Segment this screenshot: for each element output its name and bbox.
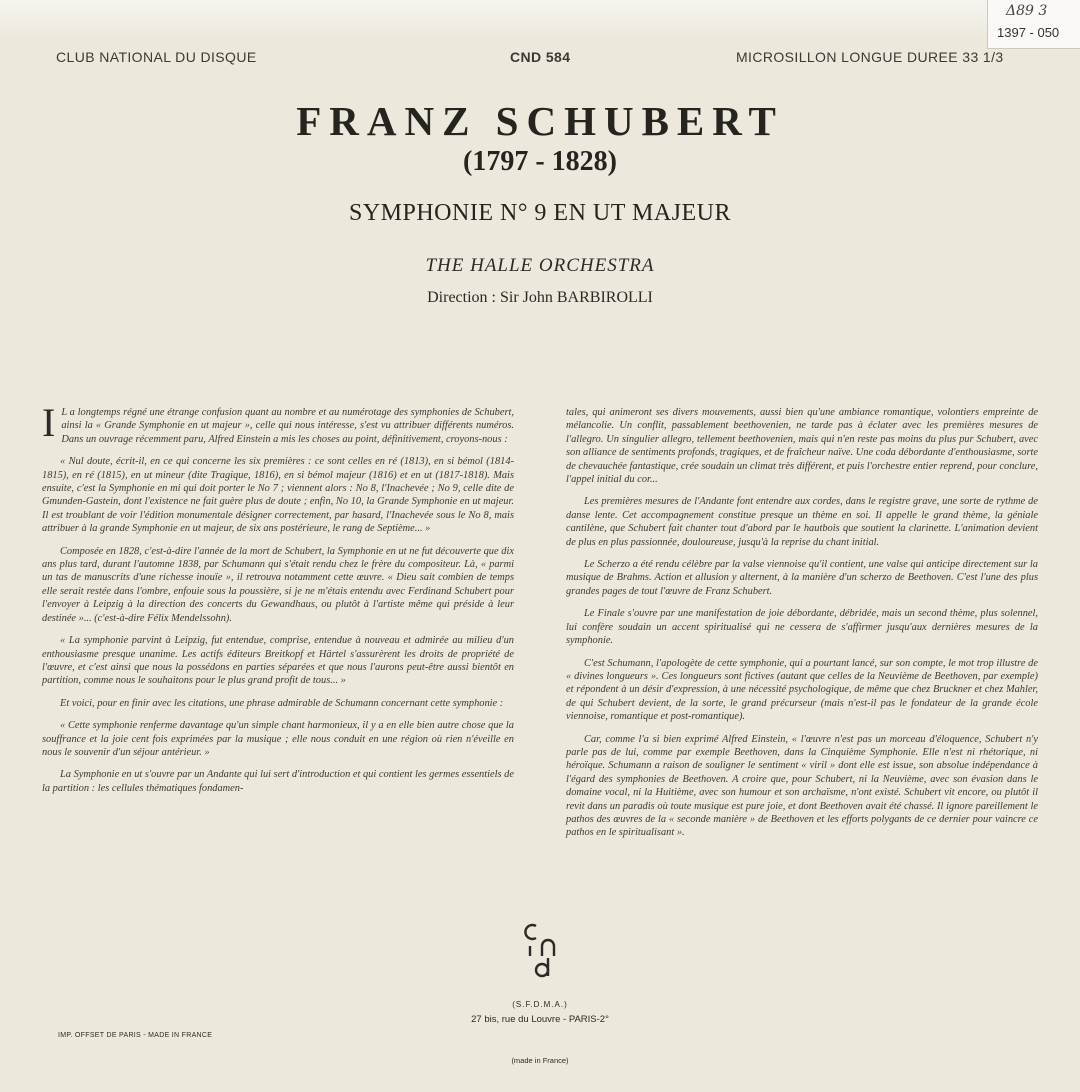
imprint: IMP. OFFSET DE PARIS - MADE IN FRANCE bbox=[58, 1032, 213, 1039]
paragraph: « Cette symphonie renferme davantage qu'un simple chant harmonieux, il y a en elle bien autre chose que la souffrance et la joie cent fois exprimées par la musique ; elle nous conduit en une région où rien n'éveille en nous le souvenir d'un séjour antérieur. » bbox=[42, 720, 514, 758]
catalog-number: 1397 - 050 bbox=[997, 25, 1060, 40]
paragraph: Le Finale s'ouvre par une manifestation de joie débordante, débridée, mais un second thème, plus solennel, lui confère soudain un accent spiritualisé qui ne cessera de s'affirmer jusqu'aux dernières mesures de la symphonie. bbox=[566, 608, 1038, 647]
paragraph: C'est Schumann, l'apologète de cette symphonie, qui a pourtant lancé, sur son compte, le mot trop illustre de « divines longueurs ». Ces longueurs sont fictives (autant que celles de la Neuvième de Beethoven, par exemple) et répondent à un désir d'expression, à une nécessité psychologique, de même que chez Bruckner et chez Mahler, de qui Schubert devient, de la sorte, le grand précurseur (mais n'est-il pas le fondateur de la grande école viennoise, romantique et post-romantique). bbox=[566, 657, 1038, 723]
sfdma-mark: (S.F.D.M.A.) bbox=[512, 1000, 568, 1009]
paragraph: « La symphonie parvint à Leipzig, fut entendue, comprise, entendue à nouveau et admirée au milieu d'un enthousiasme presque unanime. Les actifs éditeurs Breitkopf et Härtel s'assurèrent les droits de propriété de l'œuvre, et c'est ainsi que nous la possédons en parties séparées et que nous l'aurons peut-être aussi bientôt en partition, comme nous le souhaitons pour le plus grand profit de tous... » bbox=[42, 635, 514, 687]
catalog-sticker bbox=[987, 0, 1080, 49]
paragraph: Car, comme l'a si bien exprimé Alfred Einstein, « l'œuvre n'est pas un morceau d'éloquence, Schubert n'y parle pas de lui, comme par exemple Beethoven, dans la Cinquième Symphonie. Elle n'est ni rhétorique, ni héroïque. Schumann a raison de souligner le sentiment « viril » dont elle est issue, son absolue indépendance à l'égard des symphonies de Beethoven. A croire que, pour Schubert, ni la Neuvième, avec son évasion dans le domaine vocal, ni la Huitième, avec son humour et son archaïsme, n'ont existé. Schubert vit encore, ou plutôt il revit dans un paradis où toute musique est pure joie, et dont Beethoven avait été chassé. Il ignore pareillement le pathos des œuvres de la « seconde manière » de Beethoven et les efforts polygants de ce dernier pour vaincre ce pathos en le spiritualisant ». bbox=[566, 733, 1038, 839]
paragraph: « Nul doute, écrit-il, en ce qui concerne les six premières : ce sont celles en ré (1813), en si bémol (1814-1815), en ré (1815), en ut mineur (dite Tragique, 1816), en si bémol majeur (1816) et en ut (1817-1818). Mais ensuite, c'est la Symphonie en mi qui doit porter le No 7 ; viennent alors : No 8, l'Inachevée ; No 9, celle dite de Gmunden-Gastein, dont l'existence ne fait guère plus de doute ; enfin, No 10, la Grande Symphonie en ut majeur. Il est troublant de voir l'édition monumentale désigner correctement, par hasard, l'Inachevée sous le No 8, mais attribuer à la grande Symphonie en ut majeur, de six ans postérieure, le rang de Septième... » bbox=[42, 456, 514, 535]
record-number: CND 584 bbox=[510, 49, 571, 65]
liner-notes-right-column bbox=[566, 406, 1038, 849]
paragraph: Le Scherzo a été rendu célèbre par la valse viennoise qu'il contient, une valse qui anticipe directement sur la musique de Brahms. Action et allusion y alternent, à la manière d'un scherzo de Beethoven. C'est l'une des plus grandes pages de tout l'œuvre de Franz Schubert. bbox=[566, 559, 1038, 597]
composer-title: FRANZ SCHUBERT bbox=[296, 98, 784, 144]
paragraph: La Symphonie en ut s'ouvre par un Andante qui lui sert d'introduction et qui contient les germes essentiels de la partition : les cellules thématiques fondamen- bbox=[42, 769, 514, 794]
made-in-france: (made in France) bbox=[511, 1056, 569, 1065]
work-title: SYMPHONIE N° 9 EN UT MAJEUR bbox=[348, 200, 731, 226]
paragraph: Les premières mesures de l'Andante font entendre aux cordes, dans le registre grave, une sorte de rythme de danse lente. Cet accompagnement constitue presque un thème en soi. Il appelle le grand thème, la géniale cantilène, que Schubert fait chanter tout d'abord par le hautbois que soutient la clarinette. L'animation devient de plus en plus passionnée, douloureuse, jusqu'à la reprise du chant initial. bbox=[566, 496, 1038, 548]
record-format: MICROSILLON LONGUE DUREE 33 1/3 bbox=[736, 49, 1004, 65]
conductor-credit: Direction : Sir John BARBIROLLI bbox=[427, 289, 653, 306]
label-name: CLUB NATIONAL DU DISQUE bbox=[56, 49, 257, 65]
composer-dates: (1797 - 1828) bbox=[463, 146, 617, 177]
paragraph: Composée en 1828, c'est-à-dire l'année de la mort de Schubert, la Symphonie en ut ne fut découverte que dix ans plus tard, durant l'automne 1838, par Schumann qui s'était rendu chez le frère du compositeur. Là, « parmi un tas de manuscrits d'une richesse inouïe », il retrouva notamment cette œuvre. « Dieu sait combien de temps elle serait restée dans l'ombre, enfouie sous la poussière, si je ne m'étais entendu avec Ferdinand Schubert pour l'envoyer à Leipzig à la direction des concerts du Gewandhaus, ou plutôt à l'artiste même qui préside à leur destinée »... (c'est-à-dire Félix Mendelssohn). bbox=[42, 545, 514, 624]
drop-cap: I bbox=[42, 400, 56, 445]
address: 27 bis, rue du Louvre - PARIS-2° bbox=[471, 1014, 609, 1025]
sleeve-fold bbox=[0, 0, 1080, 44]
handwritten-note: Δ89 3 bbox=[1006, 3, 1048, 19]
paragraph: Et voici, pour en finir avec les citations, une phrase admirable de Schumann concernant cette symphonie : bbox=[60, 697, 504, 709]
liner-notes-left-column bbox=[42, 400, 514, 804]
paragraph: I L a longtemps régné une étrange confusion quant au nombre et au numérotage des symphonies de Schubert, ainsi la « Grande Symphonie en ut majeur », celle qui nous intéresse, s'est vu attribuer différents numéros. Dans un ouvrage récemment paru, Alfred Einstein a mis les choses au point, définitivement, croyons-nous : bbox=[42, 400, 514, 445]
cnd-logo-icon bbox=[520, 920, 564, 980]
orchestra-name: THE HALLE ORCHESTRA bbox=[425, 255, 655, 276]
paragraph: tales, qui animeront ses divers mouvements, aussi bien qu'une ambiance romantique, volontiers empreinte de mélancolie. Un conflit, passablement beethovenien, ne tarde pas à éclater avec les premières mesures de l'allegro. Un singulier allegro, tellement beethovenien, mais qui n'en reste pas moins du plus pur Schubert, avec son alliance de sentiments profonds, tragiques, et de fraîcheur naïve. Une coda débordante d'enthousiasme, sorte de chevauchée fantastique, crée soudain un climat très différent, et puis l'orchestre entier reprend, pour conclure, l'appel initial du cor... bbox=[566, 407, 1038, 486]
